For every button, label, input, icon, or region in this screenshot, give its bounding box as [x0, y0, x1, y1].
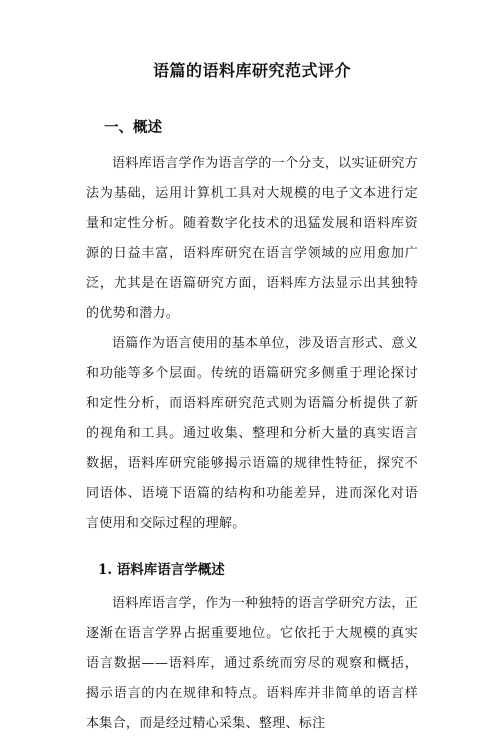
- paragraph-corpus-linguistics-1: 语料库语言学，作为一种独特的语言学研究方法，正逐渐在语言学界占据重要地位。它依托于大规模的真实语言数据——语料库，通过系统而穷尽的观察和概括，揭示语言的内在规律和特点。语料库并非简单的语言样本集合，而是经过精心采集、整理、标注: [86, 596, 418, 731]
- paragraph-overview-1: 语料库语言学作为语言学的一个分支，以实证研究方法为基础，运用计算机工具对大规模的电子文本进行定量和定性分析。随着数字化技术的迅猛发展和语料库资源的日益丰富，语料库研究在语言学领域的应用愈加广泛，尤其是在语篇研究方面，语料库方法显示出其独特的优势和潜力。: [86, 156, 418, 321]
- subsection-heading-corpus-linguistics: 1. 语料库语言学概述: [98, 562, 225, 578]
- document-title: 语篇的语料库研究范式评介: [152, 61, 351, 80]
- paragraph-overview-2: 语篇作为语言使用的基本单位，涉及语言形式、意义和功能等多个层面。传统的语篇研究多侧重于理论探讨和定性分析，而语料库研究范式则为语篇分析提供了新的视角和工具。通过收集、整理和分析大量的真实语言数据，语料库研究能够揭示语篇的规律性特征，探究不同语体、语境下语篇的结构和功能差异，进而深化对语言使用和交际过程的理解。: [86, 336, 418, 531]
- section-heading-overview: 一、概述: [104, 119, 162, 136]
